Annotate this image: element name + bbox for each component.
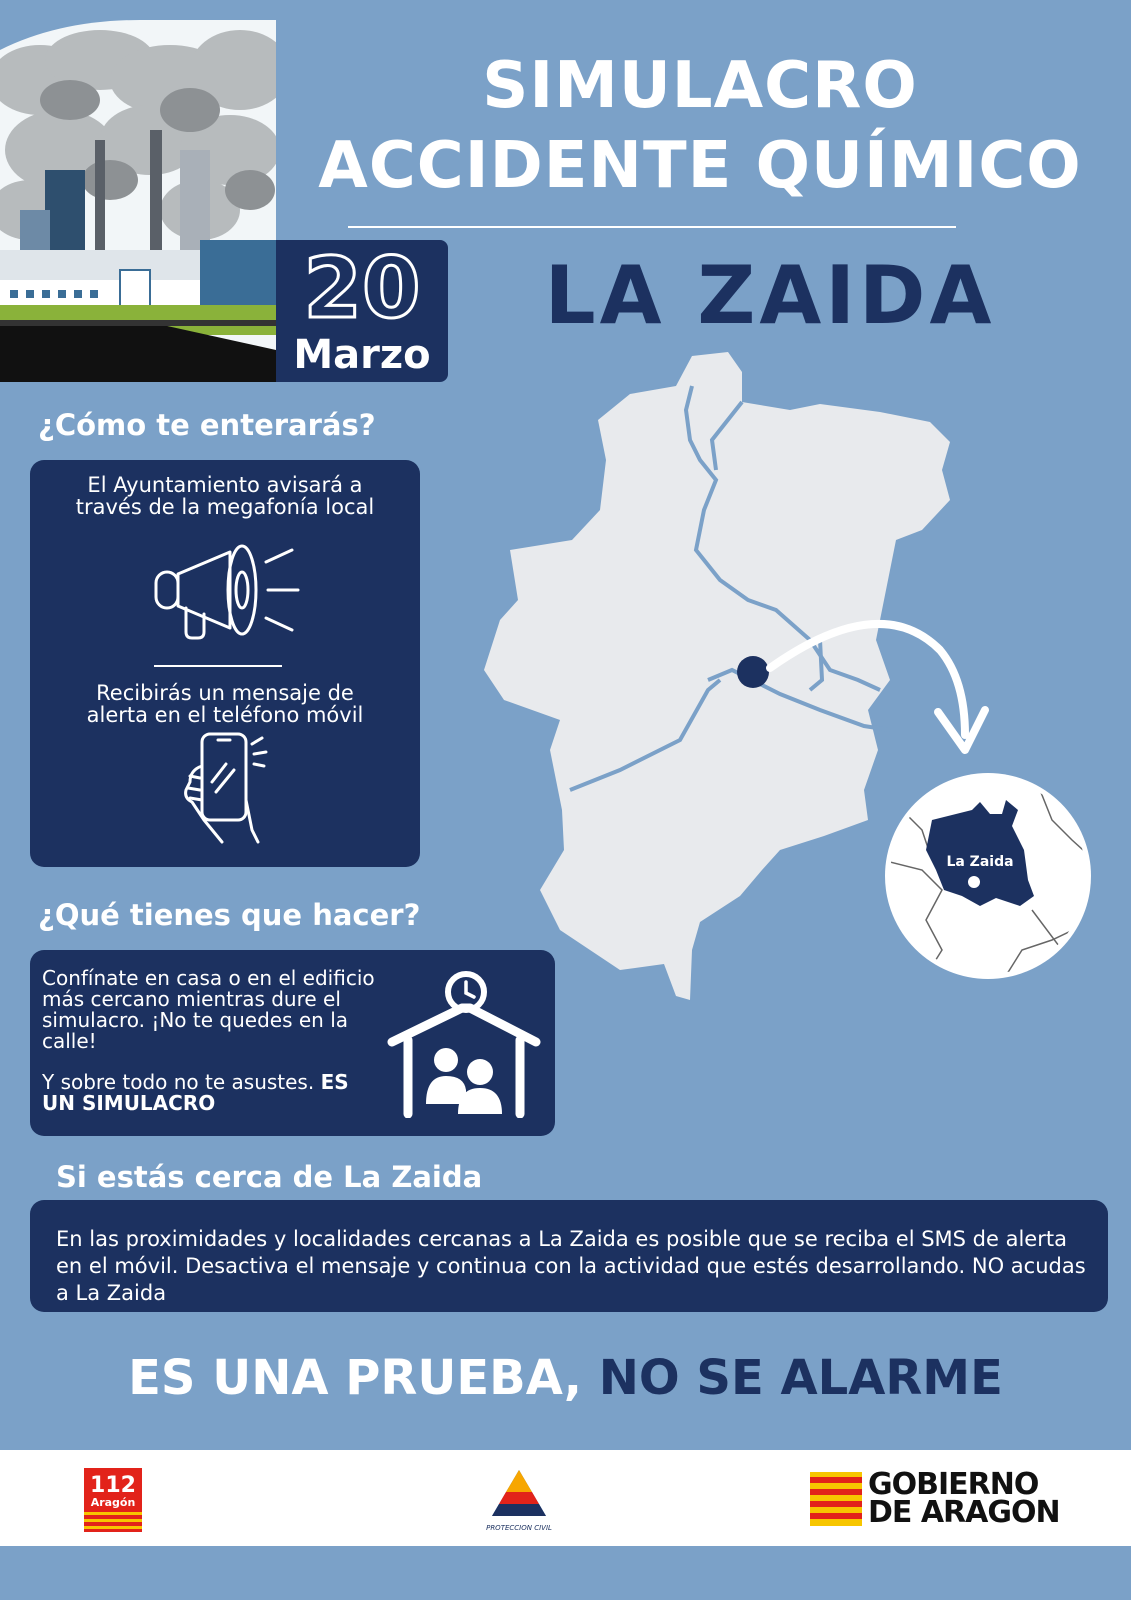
bottom-strip bbox=[0, 1546, 1131, 1600]
slogan bbox=[0, 1350, 1131, 1406]
location-dot bbox=[737, 656, 769, 688]
near-heading: Si estás cerca de La Zaida bbox=[56, 1160, 483, 1194]
what-text-calm bbox=[42, 1072, 387, 1114]
what-text-calm-prefix: Y sobre todo no te asustes. bbox=[42, 1070, 321, 1094]
logo-112-sub: Aragón bbox=[90, 1496, 136, 1509]
how-panel bbox=[30, 460, 420, 867]
how-text-phone: Recibirás un mensaje de alerta en el teléfono móvil bbox=[86, 681, 364, 727]
inset-location-dot bbox=[968, 876, 980, 888]
how-heading: ¿Cómo te enterarás? bbox=[38, 408, 376, 442]
proteccion-civil-logo bbox=[484, 1466, 554, 1536]
date-day: 20 bbox=[303, 239, 421, 337]
what-heading: ¿Qué tienes que hacer? bbox=[38, 898, 421, 932]
title-line-2: ACCIDENTE QUÍMICO bbox=[318, 129, 1082, 203]
location-inset-map bbox=[882, 770, 1094, 982]
gobierno-aragon-wordmark bbox=[868, 1467, 1060, 1530]
gobierno-line-2: DE ARAGON bbox=[868, 1495, 1060, 1530]
phone-alert-icon bbox=[170, 730, 280, 850]
near-panel bbox=[30, 1200, 1108, 1312]
how-text-megaphone: El Ayuntamiento avisará a través de la megafonía local bbox=[75, 473, 375, 519]
aragon-flag-icon bbox=[810, 1472, 862, 1526]
date-month: Marzo bbox=[293, 332, 431, 378]
what-panel bbox=[30, 950, 555, 1136]
proteccion-civil-text: PROTECCION CIVIL bbox=[486, 1524, 552, 1532]
town-name: LA ZAIDA bbox=[544, 249, 996, 342]
slogan-part-1: ES UNA PRUEBA, bbox=[128, 1350, 599, 1406]
chemical-plant-illustration bbox=[0, 20, 280, 382]
what-text-confine: Confínate en casa o en el edificio más cercano mientras dure el simulacro. ¡No te quedes en la calle! bbox=[42, 966, 375, 1053]
logo-112-text: 112 bbox=[90, 1473, 136, 1498]
megaphone-icon bbox=[150, 538, 310, 648]
panel-divider bbox=[154, 665, 282, 667]
logo-112-aragon bbox=[84, 1468, 142, 1532]
date-badge bbox=[276, 240, 448, 382]
title-line-1: SIMULACRO bbox=[482, 49, 918, 123]
title-divider bbox=[348, 226, 956, 228]
inset-label: La Zaida bbox=[946, 854, 1014, 870]
gobierno-line-1: GOBIERNO bbox=[868, 1467, 1039, 1502]
what-text-calm-bold: ES UN SIMULACRO bbox=[42, 1070, 349, 1115]
slogan-part-2: NO SE ALARME bbox=[598, 1350, 1003, 1406]
near-text: En las proximidades y localidades cercanas a La Zaida es posible que se reciba el SMS de alerta en el móvil. Desactiva el mensaje y continua con la actividad que estés desarrollando. NO acudas a La Zaida bbox=[56, 1227, 1086, 1305]
